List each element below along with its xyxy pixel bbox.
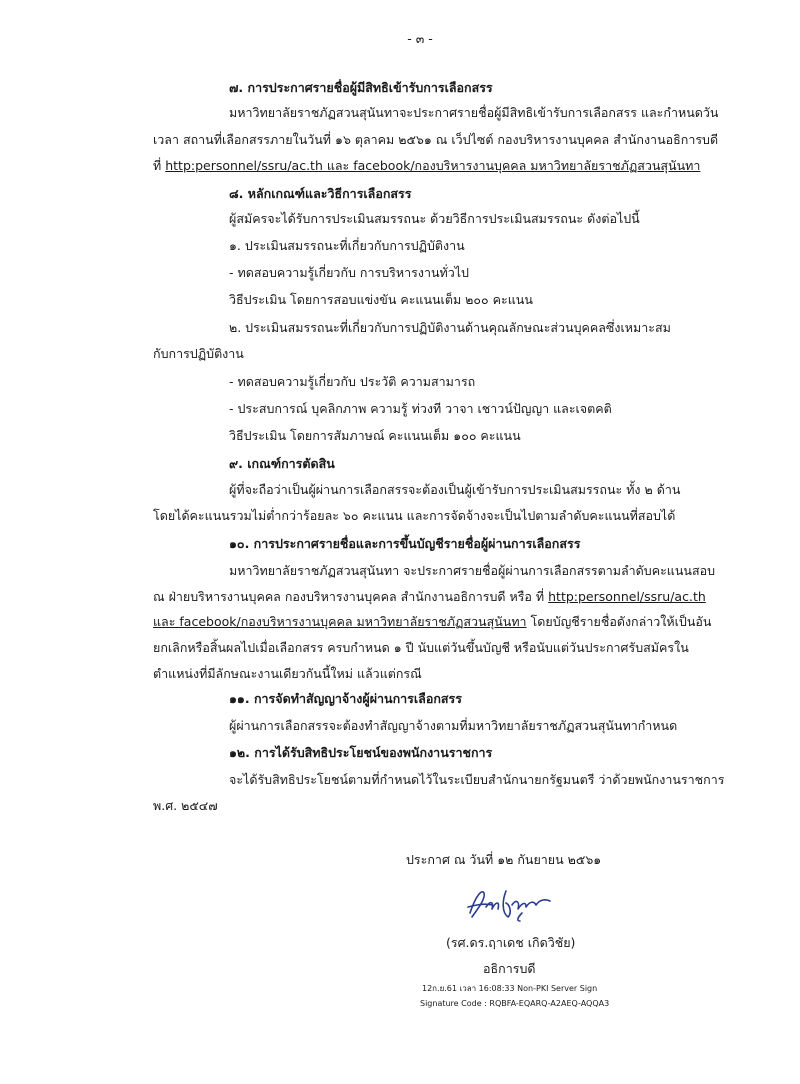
section-10-heading: ๑๐. การประกาศรายชื่อและการขึ้นบัญชีรายชื่อผู้ผ่านการเลือกสรร — [229, 536, 581, 551]
section-9-paragraph-line-1: ผู้ที่จะถือว่าเป็นผู้ผ่านการเลือกสรรจะต้องเป็นผู้เข้ารับการประเมินสมรรถนะ ทั้ง ๒ ด้าน — [229, 482, 681, 497]
section-7-paragraph-line-2: เวลา สถานที่เลือกสรรภายในวันที่ ๑๖ ตุลาคม ๒๕๖๑ ณ เว็ปไซต์ กองบริหารงานบุคคล สำนักงานอธิการบดี — [153, 132, 719, 147]
section-8-item-1-method: วิธีประเมิน โดยการสอบแข่งขัน คะแนนเต็ม ๒๐๐ คะแนน — [229, 292, 533, 307]
section-8-item-2-sub-1: - ทดสอบความรู้เกี่ยวกับ ประวัติ ความสามารถ — [229, 374, 476, 389]
section-11-heading: ๑๑. การจัดทำสัญญาจ้างผู้ผ่านการเลือกสรร — [229, 691, 462, 706]
section-10-prefix: ณ ฝ่ายบริหารงานบุคคล กองบริหารงานบุคคล สำนักงานอธิการบดี หรือ ที่ — [153, 589, 549, 604]
section-10-paragraph-line-1: มหาวิทยาลัยราชภัฏสวนสุนันทา จะประกาศรายชื่อผู้ผ่านการเลือกสรรตามลำดับคะแนนสอบ — [229, 563, 716, 578]
section-10-paragraph-line-5: ตำแหน่งที่มีลักษณะงานเดียวกันนี้ใหม่ แล้วแต่กรณี — [153, 666, 422, 681]
page-number: - ๓ - — [407, 31, 433, 46]
section-8-intro: ผู้สมัครจะได้รับการประเมินสมรรถนะ ด้วยวิธีการประเมินสมรรถนะ ดังต่อไปนี้ — [229, 211, 640, 226]
section-8-item-1: ๑. ประเมินสมรรถนะที่เกี่ยวกับการปฏิบัติงาน — [229, 238, 465, 253]
section-12-paragraph-line-2: พ.ศ. ๒๕๔๗ — [153, 798, 218, 813]
section-11-paragraph: ผู้ผ่านการเลือกสรรจะต้องทำสัญญาจ้างตามที่มหาวิทยาลัยราชภัฏสวนสุนันทากำหนด — [229, 718, 678, 733]
section-8-item-2-sub-2: - ประสบการณ์ บุคลิกภาพ ความรู้ ท่วงที วาจา เชาวน์ปัญญา และเจตคติ — [229, 401, 612, 416]
section-7-paragraph-line-3 — [153, 158, 700, 174]
section-10-paragraph-line-3 — [153, 614, 711, 630]
announcement-date: ประกาศ ณ วันที่ ๑๒ กันยายน ๒๕๖๑ — [406, 852, 602, 867]
section-7-link[interactable]: http:personnel/ssru/ac.th และ facebook/กองบริหารงานบุคคล มหาวิทยาลัยราชภัฏสวนสุนันทา — [165, 158, 701, 173]
section-8-heading: ๘. หลักเกณฑ์และวิธีการเลือกสรร — [229, 186, 412, 201]
section-7-paragraph-line-1: มหาวิทยาลัยราชภัฏสวนสุนันทาจะประกาศรายชื่อผู้มีสิทธิเข้ารับการเลือกสรร และกำหนดวัน — [229, 105, 719, 120]
section-10-link-website[interactable]: http:personnel/ssru/ac.th — [548, 589, 706, 604]
handwritten-signature — [462, 883, 558, 923]
section-12-paragraph-line-1: จะได้รับสิทธิประโยชน์ตามที่กำหนดไว้ในระเบียบสำนักนายกรัฐมนตรี ว่าด้วยพนักงานราชการ — [229, 772, 725, 787]
section-8-item-1-sub: - ทดสอบความรู้เกี่ยวกับ การบริหารงานทั่วไป — [229, 265, 469, 280]
section-12-heading: ๑๒. การได้รับสิทธิประโยชน์ของพนักงานราชการ — [229, 745, 493, 760]
signatory-name: (รศ.ดร.ฤาเดช เกิดวิชัย) — [446, 935, 576, 950]
section-7-prefix: ที่ — [153, 158, 166, 173]
section-8-item-2-line-2: กับการปฏิบัติงาน — [153, 346, 244, 361]
signatory-title: อธิการบดี — [483, 961, 536, 976]
section-10-paragraph-line-4: ยกเลิกหรือสิ้นผลไปเมื่อเลือกสรร ครบกำหนด ๑ ปี นับแต่วันขึ้นบัญชี หรือนับแต่วันประกาศรับสมัครใน — [153, 640, 689, 655]
section-7-heading: ๗. การประกาศรายชื่อผู้มีสิทธิเข้ารับการเลือกสรร — [229, 80, 493, 95]
section-10-link-facebook[interactable]: และ facebook/กองบริหารงานบุคคล มหาวิทยาลัยราชภัฏสวนสุนันทา — [153, 614, 527, 629]
section-9-paragraph-line-2: โดยได้คะแนนรวมไม่ต่ำกว่าร้อยละ ๖๐ คะแนน และการจัดจ้างจะเป็นไปตามลำดับคะแนนที่สอบได้ — [153, 508, 676, 523]
section-10-suffix: โดยบัญชีรายชื่อดังกล่าวให้เป็นอัน — [526, 614, 712, 629]
section-8-item-2-line-1: ๒. ประเมินสมรรถนะที่เกี่ยวกับการปฏิบัติงานด้านคุณลักษณะส่วนบุคคลซึ่งเหมาะสม — [229, 320, 671, 335]
section-8-item-2-method: วิธีประเมิน โดยการสัมภาษณ์ คะแนนเต็ม ๑๐๐ คะแนน — [229, 428, 521, 443]
signature-timestamp: 12ก.ย.61 เวลา 16:08:33 Non-PKI Server Sign — [422, 984, 598, 993]
signature-code: Signature Code : RQBFA-EQARQ-A2AEQ-AQQA3 — [420, 999, 610, 1008]
section-9-heading: ๙. เกณฑ์การตัดสิน — [229, 456, 335, 471]
section-10-paragraph-line-2 — [153, 589, 706, 605]
